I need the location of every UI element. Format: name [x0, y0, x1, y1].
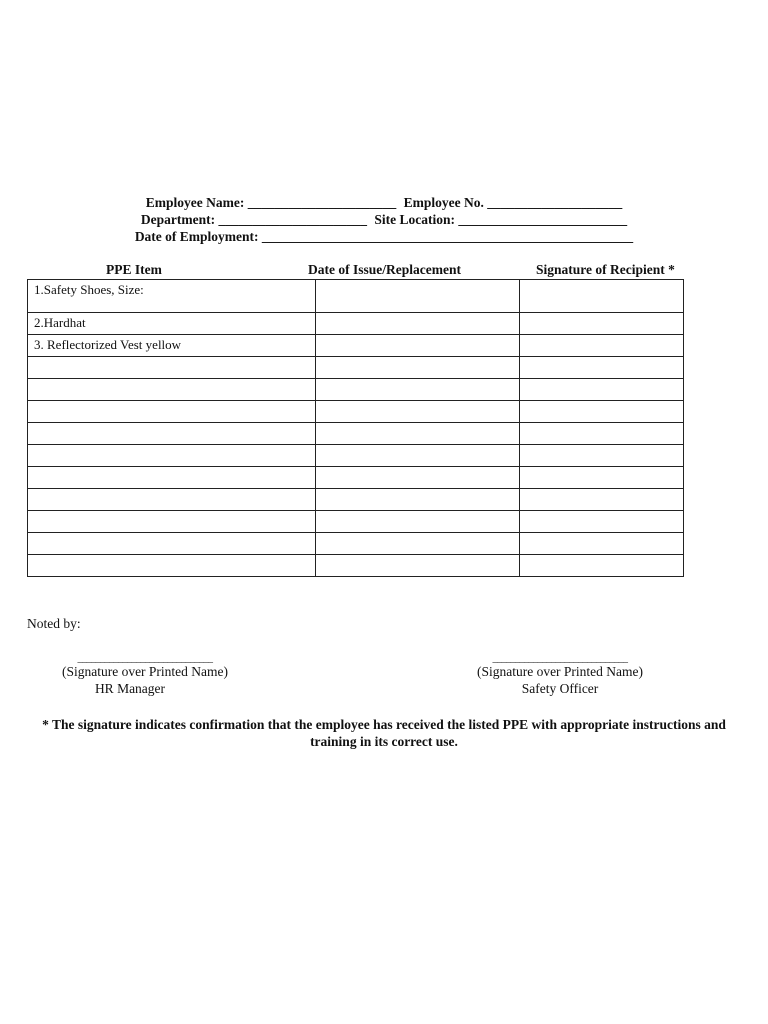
date-of-issue-cell[interactable] [316, 467, 520, 489]
hr-manager-role: HR Manager [94, 680, 166, 696]
date-of-employment-field[interactable]: Date of Employment: _______________________________________________________ [134, 229, 634, 244]
site-location-field[interactable]: Site Location: _________________________ [374, 212, 628, 227]
date-of-issue-cell[interactable] [316, 401, 520, 423]
table-row [28, 280, 684, 313]
table-row [28, 511, 684, 533]
date-of-issue-cell[interactable] [316, 555, 520, 577]
safety-officer-signature-line[interactable]: ______________________________ [492, 653, 628, 664]
hr-manager-signature-block [45, 653, 245, 697]
ppe-item-cell[interactable]: 1.Safety Shoes, Size: [28, 280, 316, 313]
hr-manager-signature-caption: (Signature over Printed Name) [61, 664, 229, 679]
signature-cell[interactable] [520, 445, 684, 467]
safety-officer-signature-caption: (Signature over Printed Name) [476, 664, 644, 679]
ppe-item-cell[interactable]: 3. Reflectorized Vest yellow [28, 335, 316, 357]
employee-info-line [0, 195, 768, 211]
date-of-issue-cell[interactable] [316, 280, 520, 313]
signature-footnote: * The signature indicates confirmation that the employee has received the listed PPE with appropriate instructions and training in its correct use. [42, 717, 726, 749]
ppe-item-cell[interactable] [28, 423, 316, 445]
signature-cell[interactable] [520, 335, 684, 357]
signature-cell[interactable] [520, 533, 684, 555]
column-header-date-of-issue: Date of Issue/Replacement [308, 262, 461, 277]
ppe-item-cell[interactable] [28, 511, 316, 533]
table-row [28, 335, 684, 357]
table-row [28, 489, 684, 511]
ppe-item-cell[interactable]: 2.Hardhat [28, 313, 316, 335]
table-row [28, 313, 684, 335]
ppe-item-cell[interactable] [28, 555, 316, 577]
ppe-item-cell[interactable] [28, 467, 316, 489]
signature-cell[interactable] [520, 423, 684, 445]
table-row [28, 423, 684, 445]
ppe-item-cell[interactable] [28, 379, 316, 401]
ppe-item-cell[interactable] [28, 445, 316, 467]
ppe-item-cell[interactable] [28, 489, 316, 511]
noted-by-label: Noted by: [27, 616, 81, 631]
ppe-item-cell[interactable] [28, 533, 316, 555]
employment-date-line [0, 229, 768, 245]
safety-officer-signature-block [460, 653, 660, 697]
signature-cell[interactable] [520, 467, 684, 489]
date-of-issue-cell[interactable] [316, 357, 520, 379]
table-row [28, 467, 684, 489]
signature-cell[interactable] [520, 313, 684, 335]
date-of-issue-cell[interactable] [316, 313, 520, 335]
ppe-item-cell[interactable] [28, 357, 316, 379]
ppe-table [27, 279, 684, 577]
table-row [28, 401, 684, 423]
hr-manager-signature-line[interactable]: ______________________________ [77, 653, 213, 664]
signature-cell[interactable] [520, 401, 684, 423]
table-row [28, 379, 684, 401]
signature-cell[interactable] [520, 280, 684, 313]
date-of-issue-cell[interactable] [316, 379, 520, 401]
date-of-issue-cell[interactable] [316, 423, 520, 445]
column-header-signature: Signature of Recipient * [536, 262, 675, 277]
signature-cell[interactable] [520, 379, 684, 401]
date-of-issue-cell[interactable] [316, 445, 520, 467]
signature-cell[interactable] [520, 555, 684, 577]
department-field[interactable]: Department: ______________________ [140, 212, 367, 227]
date-of-issue-cell[interactable] [316, 335, 520, 357]
signature-cell[interactable] [520, 489, 684, 511]
table-row [28, 445, 684, 467]
date-of-issue-cell[interactable] [316, 489, 520, 511]
safety-officer-role: Safety Officer [521, 680, 599, 696]
table-row [28, 555, 684, 577]
date-of-issue-cell[interactable] [316, 533, 520, 555]
table-row [28, 533, 684, 555]
employee-name-field[interactable]: Employee Name: ______________________ [145, 195, 397, 210]
table-row [28, 357, 684, 379]
signature-cell[interactable] [520, 357, 684, 379]
signature-cell[interactable] [520, 511, 684, 533]
department-info-line [0, 212, 768, 228]
employee-no-field[interactable]: Employee No. ____________________ [403, 195, 623, 210]
ppe-item-cell[interactable] [28, 401, 316, 423]
column-header-ppe-item: PPE Item [106, 262, 162, 277]
date-of-issue-cell[interactable] [316, 511, 520, 533]
